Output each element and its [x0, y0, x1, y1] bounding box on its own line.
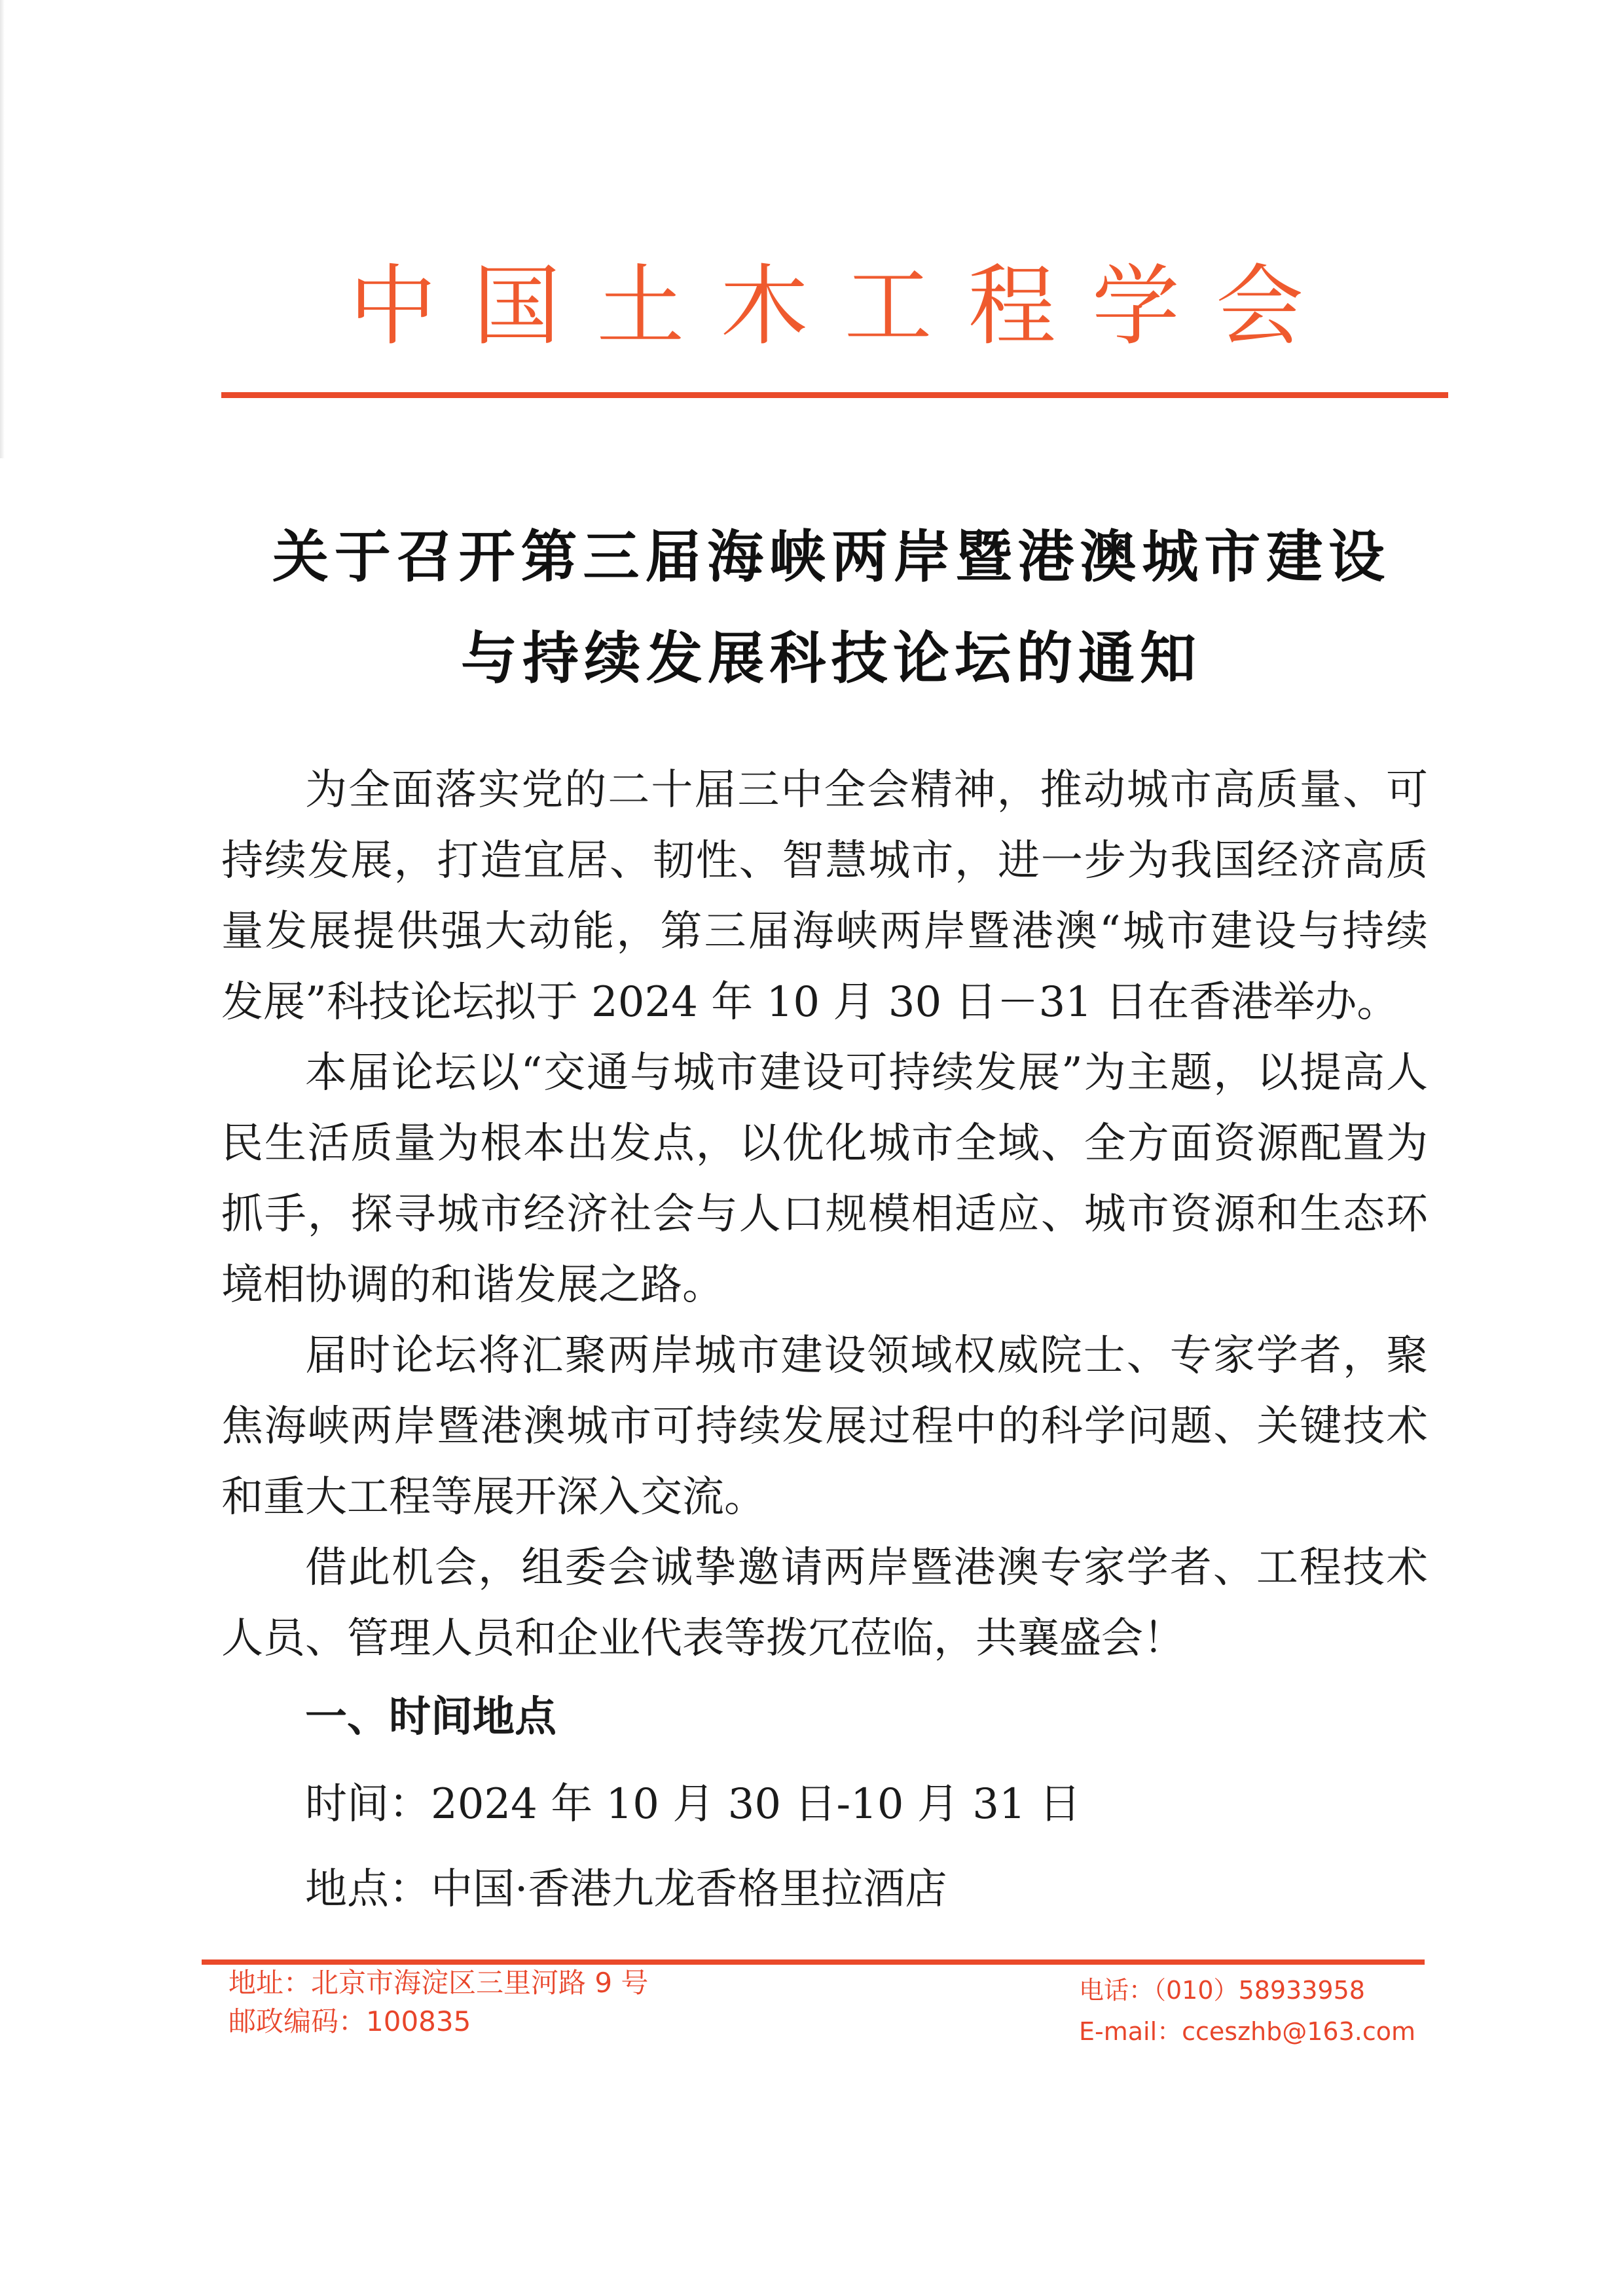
event-venue: 地点：中国·香港九龙香格里拉酒店	[305, 1865, 947, 1914]
paragraph-line: 和重大工程等展开深入交流。	[221, 1473, 766, 1522]
event-time: 时间：2024 年 10 月 30 日-10 月 31 日	[305, 1780, 1081, 1829]
footer-phone: 电话：（010）58933958	[1079, 1976, 1365, 2005]
letterhead-red-rule	[221, 392, 1448, 398]
footer-red-rule	[202, 1959, 1425, 1965]
paragraph-line: 境相协调的和谐发展之路。	[221, 1261, 724, 1309]
paragraph-line: 届时论坛将汇聚两岸城市建设领域权威院士、专家学者，聚	[305, 1332, 1428, 1380]
paragraph-line: 为全面落实党的二十届三中全会精神，推动城市高质量、可	[305, 766, 1428, 814]
document-body	[221, 755, 1428, 1674]
paragraph-line: 本届论坛以“交通与城市建设可持续发展”为主题，以提高人	[305, 1049, 1428, 1097]
paragraph-line: 量发展提供强大动能，第三届海峡两岸暨港澳“城市建设与持续	[221, 907, 1428, 956]
footer-address: 地址：北京市海淀区三里河路 9 号	[228, 1967, 649, 1999]
paragraph-1	[221, 755, 1428, 1038]
document-title-line-1: 关于召开第三届海峡两岸暨港澳城市建设	[272, 524, 1385, 590]
paragraph-line: 抓手，探寻城市经济社会与人口规模相适应、城市资源和生态环	[221, 1190, 1428, 1239]
paragraph-line: 持续发展，打造宜居、韧性、智慧城市，进一步为我国经济高质	[221, 837, 1428, 885]
scan-edge-shadow	[0, 0, 5, 458]
paragraph-3	[221, 1321, 1428, 1533]
section-heading-time-venue: 一、时间地点	[305, 1693, 556, 1741]
paragraph-line: 发展”科技论坛拟于 2024 年 10 月 30 日－31 日在香港举办。	[221, 978, 1399, 1027]
letterhead-org-name: 中国土木工程学会	[349, 261, 1304, 352]
paragraph-line: 焦海峡两岸暨港澳城市可持续发展过程中的科学问题、关键技术	[221, 1402, 1428, 1451]
paragraph-line: 民生活质量为根本出发点，以优化城市全域、全方面资源配置为	[221, 1120, 1428, 1168]
paragraph-line: 人员、管理人员和企业代表等拨冗莅临，共襄盛会！	[221, 1614, 1185, 1663]
paragraph-2	[221, 1038, 1428, 1321]
paragraph-4	[221, 1533, 1428, 1674]
paragraph-line: 借此机会，组委会诚挚邀请两岸暨港澳专家学者、工程技术	[305, 1544, 1428, 1592]
footer-postcode: 邮政编码：100835	[228, 2005, 471, 2037]
footer-email: E-mail：cceszhb@163.com	[1079, 2017, 1416, 2046]
document-title-line-2: 与持续发展科技论坛的通知	[461, 626, 1196, 691]
